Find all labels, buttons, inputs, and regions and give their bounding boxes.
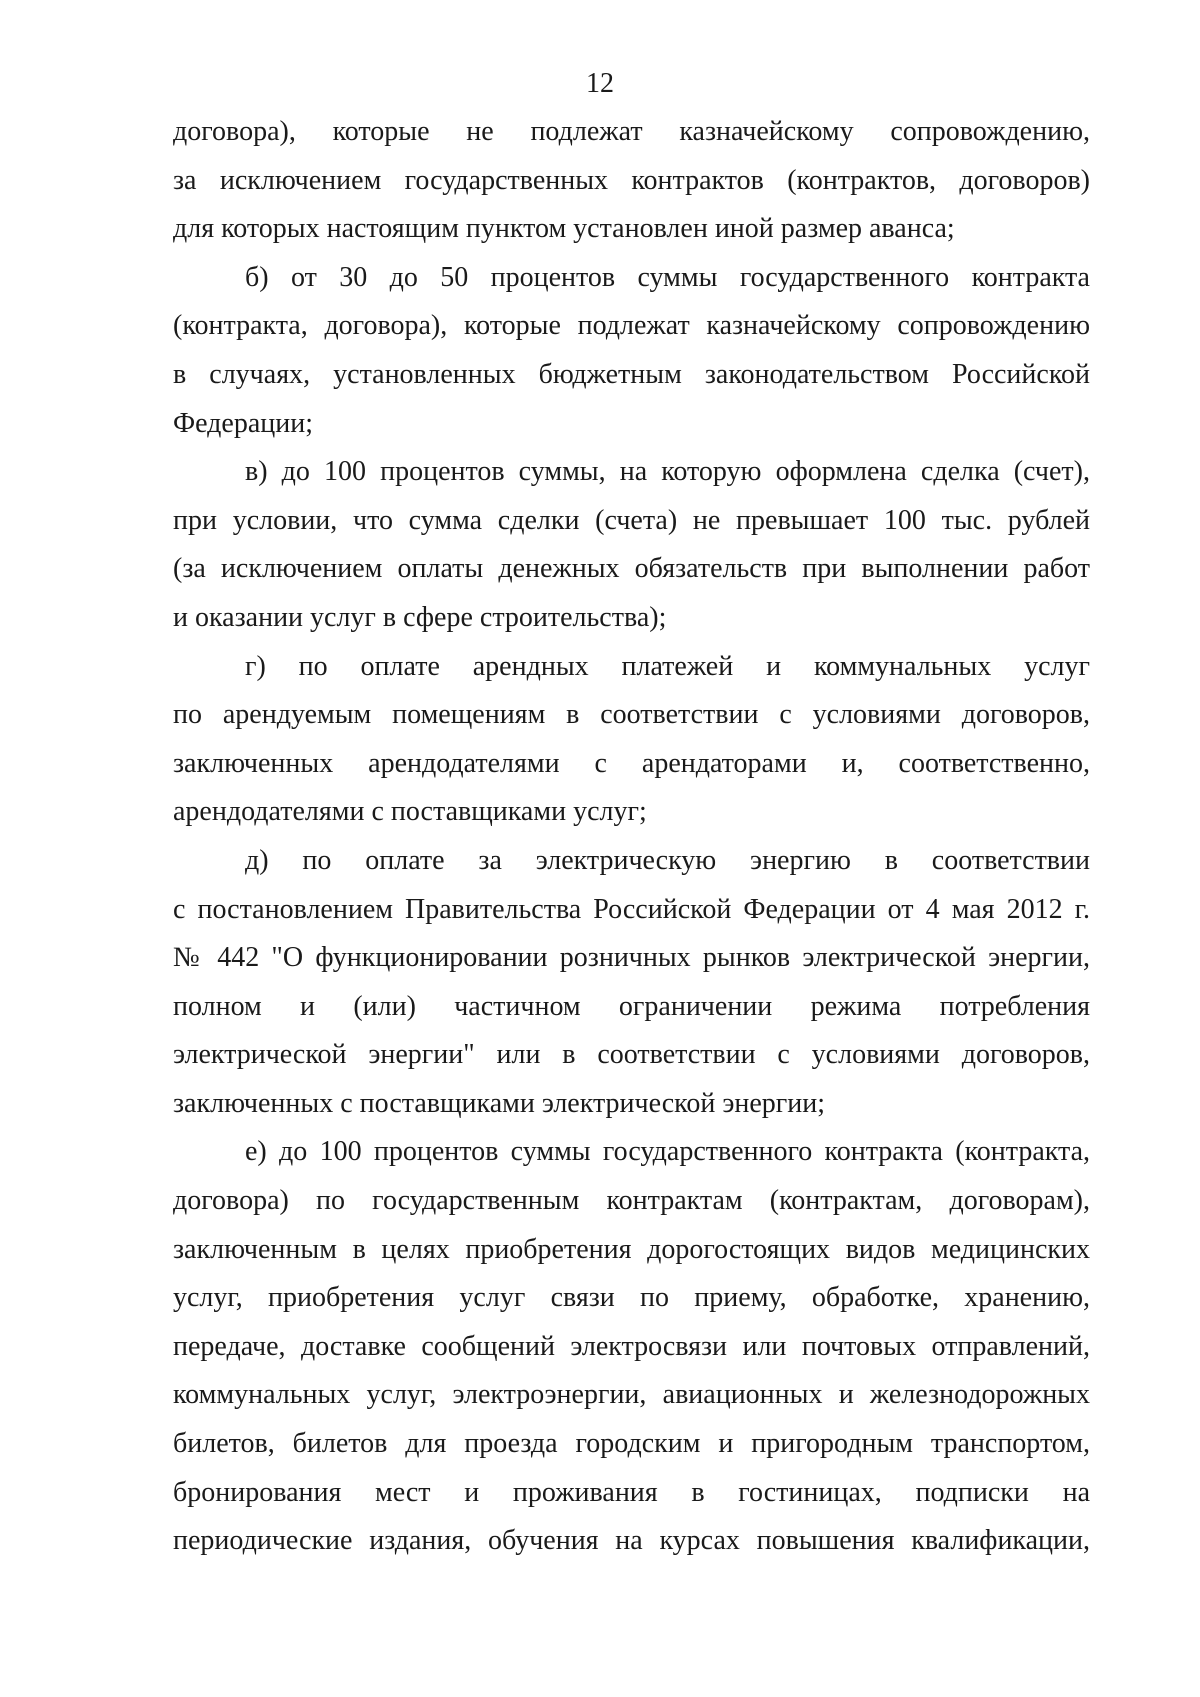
page-number: 12 [586,68,614,99]
text-line: Федерации; [173,407,314,439]
text-line: д) по оплате за электрическую энергию в соответствии [245,844,1090,876]
paragraph [173,837,1090,1129]
text-line: г) по оплате арендных платежей и коммунальных услуг [245,650,1090,682]
document-body [173,108,1090,1566]
text-line: (за исключением оплаты денежных обязательств при выполнении работ [173,553,1090,585]
text-line: е) до 100 процентов суммы государственного контракта (контракта, [245,1136,1090,1168]
paragraph [173,1128,1090,1565]
text-line: и оказании услуг в сфере строительства); [173,601,667,633]
text-line: (контракта, договора), которые подлежат казначейскому сопровождению [173,310,1090,342]
text-line: электрической энергии" или в соответствии с условиями договоров, [173,1039,1090,1071]
text-line: за исключением государственных контрактов (контрактов, договоров) [173,164,1090,196]
paragraph [173,254,1090,448]
text-line: полном и (или) частичном ограничении режима потребления [173,990,1090,1022]
text-line: заключенных арендодателями с арендаторами и, соответственно, [173,747,1090,779]
paragraph [173,643,1090,837]
text-line: б) от 30 до 50 процентов суммы государственного контракта [245,261,1090,293]
text-line: арендодателями с поставщиками услуг; [173,796,647,828]
text-line: договора), которые не подлежат казначейскому сопровождению, [173,116,1090,147]
text-line: передаче, доставке сообщений электросвязи или почтовых отправлений, [173,1330,1090,1362]
text-line: заключенных с поставщиками электрической энергии; [173,1087,825,1119]
text-line: билетов, билетов для проезда городским и пригородным транспортом, [173,1428,1090,1460]
text-line: с постановлением Правительства Российской Федерации от 4 мая 2012 г. [173,893,1090,925]
text-line: договора) по государственным контрактам (контрактам, договорам), [173,1185,1090,1217]
text-line: по арендуемым помещениям в соответствии с условиями договоров, [173,699,1090,731]
text-line: услуг, приобретения услуг связи по приему, обработке, хранению, [173,1282,1090,1314]
text-line: в) до 100 процентов суммы, на которую оформлена сделка (счет), [245,456,1090,488]
text-line: коммунальных услуг, электроэнергии, авиационных и железнодорожных [173,1379,1090,1411]
text-line: бронирования мест и проживания в гостиницах, подписки на [173,1476,1090,1508]
paragraph [173,108,1090,254]
text-line: при условии, что сумма сделки (счета) не превышает 100 тыс. рублей [173,504,1090,536]
text-line: № 442 "О функционировании розничных рынков электрической энергии, [173,942,1090,974]
text-line: для которых настоящим пунктом установлен иной размер аванса; [173,213,955,245]
text-line: в случаях, установленных бюджетным законодательством Российской [173,358,1090,390]
text-line: периодические издания, обучения на курсах повышения квалификации, [173,1525,1090,1557]
text-line: заключенным в целях приобретения дорогостоящих видов медицинских [173,1233,1090,1265]
paragraph [173,448,1090,642]
